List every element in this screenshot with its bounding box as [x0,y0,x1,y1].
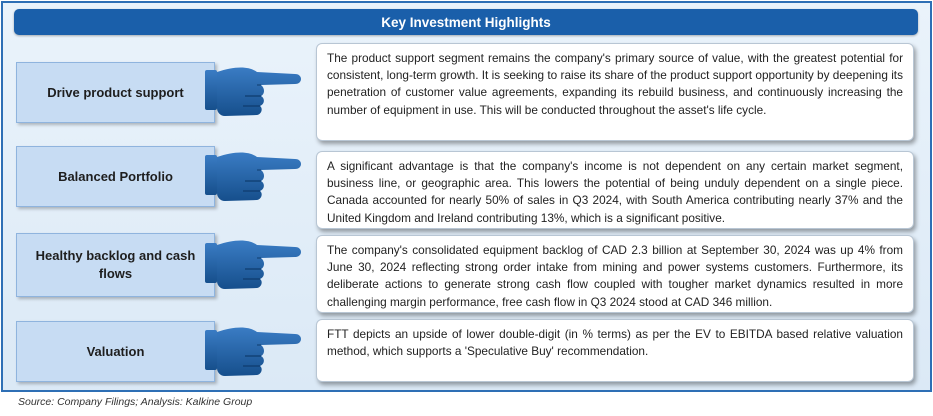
section-header [14,9,918,35]
text-drive-product-support: The product support segment remains the company's primary source of value, with the greatest potential for consistent, long-term growth. It is seeking to raise its share of the product support opportunity by deepening its penetration of customer value agreements, expanding its rebuild business, and continuously increasing the number of equipment in use. This will be conducted throughout the asset's life cycle. [316,43,914,141]
label-drive-product-support: Drive product support [16,62,215,123]
source-note: Source: Company Filings; Analysis: Kalkine Group [18,396,253,408]
text-valuation: FTT depicts an upside of lower double-digit (in % terms) as per the EV to EBITDA based relative valuation method, which supports a 'Speculative Buy' recommendation. [316,319,914,382]
pointing-hand-icon [205,233,305,293]
text-balanced-portfolio: A significant advantage is that the company's income is not dependent on any certain market segment, business line, or geographic area. This lowers the potential of being unduly dependent on a single piece. Canada accounted for nearly 50% of sales in Q3 2024, with South America contributing nearly 37% and the United Kingdom and Ireland contributing 13%, which is a significant positive. [316,151,914,229]
pointing-hand-icon [205,320,305,380]
label-healthy-backlog: Healthy backlog and cash flows [16,233,215,297]
pointing-hand-icon [205,60,305,120]
pointing-hand-icon [205,145,305,205]
label-balanced-portfolio: Balanced Portfolio [16,146,215,207]
text-healthy-backlog: The company's consolidated equipment backlog of CAD 2.3 billion at September 30, 2024 was up 4% from June 30, 2024 reflecting strong order intake from mining and power systems customers. Furthermore, its deliberate actions to generate strong cash flow coupled with tougher market dynamics resulted in more challenging margin performance, free cash flow in Q3 2024 stood at CAD 346 million. [316,235,914,313]
label-valuation: Valuation [16,321,215,382]
header-title: Key Investment Highlights [381,14,551,30]
